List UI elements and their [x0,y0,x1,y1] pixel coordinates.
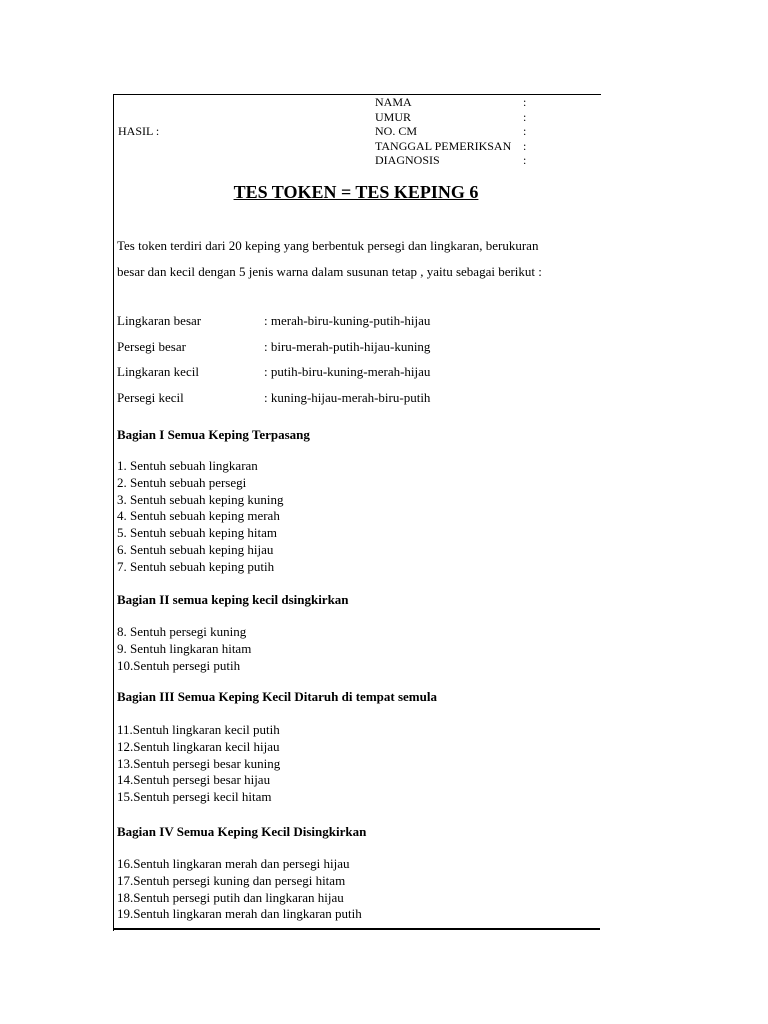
definition-row [117,308,430,334]
definition-row [117,385,430,411]
definition-value: : putih-biru-kuning-merah-hijau [264,364,431,379]
field-colon: : [523,95,527,109]
field-label: NAMA [375,95,412,109]
definition-term: Lingkaran kecil [117,364,199,379]
list-item: 18.Sentuh persegi putih dan lingkaran hijau [117,889,344,905]
field-colon: : [523,124,527,138]
definition-value: : merah-biru-kuning-putih-hijau [264,313,431,328]
field-row-nama [375,95,533,110]
instruction-list [117,458,283,576]
list-item: 14.Sentuh persegi besar hijau [117,772,271,788]
hasil-label: HASIL : [118,124,160,138]
section-heading: Bagian II semua keping kecil dsingkirkan [117,592,349,607]
page-bottom-rule [113,928,600,930]
list-item: 5. Sentuh sebuah keping hitam [117,525,277,541]
list-item: 3. Sentuh sebuah keping kuning [117,491,284,507]
definition-term: Persegi kecil [117,389,184,405]
list-item: 1. Sentuh sebuah lingkaran [117,458,258,473]
list-item: 12.Sentuh lingkaran kecil hijau [117,738,280,754]
section-heading: Bagian IV Semua Keping Kecil Disingkirkan [117,824,367,839]
list-item: 6. Sentuh sebuah keping hijau [117,541,274,557]
field-colon: : [523,138,527,153]
field-row-tanggal-pemeriksan [375,139,533,154]
field-colon: : [523,109,527,124]
section-heading: Bagian I Semua Keping Terpasang [117,427,310,442]
field-row-diagnosis [375,153,533,168]
list-item: 2. Sentuh sebuah persegi [117,474,247,490]
field-label: UMUR [375,109,412,124]
instruction-list [117,624,251,674]
list-item: 11.Sentuh lingkaran kecil putih [117,722,280,737]
intro-paragraph [117,233,605,285]
field-label: DIAGNOSIS [375,153,440,167]
definition-value: : biru-merah-putih-hijau-kuning [264,338,431,354]
list-item: 13.Sentuh persegi besar kuning [117,755,281,771]
document-title: TES TOKEN = TES KEPING 6 [233,182,479,202]
list-item: 19.Sentuh lingkaran merah dan lingkaran putih [117,906,362,922]
list-item: 16.Sentuh lingkaran merah dan persegi hijau [117,856,350,871]
definition-row [117,334,430,360]
field-row-umur [375,110,533,125]
definition-term: Lingkaran besar [117,313,202,328]
instruction-list [117,856,362,923]
definition-term: Persegi besar [117,338,186,354]
definition-row [117,359,430,385]
list-item: 8. Sentuh persegi kuning [117,624,247,639]
patient-identity-fields [375,95,533,168]
field-label: TANGGAL PEMERIKSAN [375,138,512,153]
definition-value: : kuning-hijau-merah-biru-putih [264,389,431,405]
list-item: 10.Sentuh persegi putih [117,657,241,673]
field-label: NO. CM [375,124,418,138]
list-item: 9. Sentuh lingkaran hitam [117,640,252,656]
intro-line: besar dan kecil dengan 5 jenis warna dalam susunan tetap , yaitu sebagai berikut : [117,264,542,279]
list-item: 4. Sentuh sebuah keping merah [117,508,280,524]
list-item: 7. Sentuh sebuah keping putih [117,558,275,574]
section-heading: Bagian III Semua Keping Kecil Ditaruh di tempat semula [117,689,437,704]
instruction-list [117,722,280,806]
field-colon: : [523,153,527,167]
field-row-no-cm [375,124,533,139]
list-item: 17.Sentuh persegi kuning dan persegi hitam [117,872,346,888]
token-arrangement-list [117,308,430,410]
intro-line: Tes token terdiri dari 20 keping yang berbentuk persegi dan lingkaran, berukuran [117,238,539,253]
list-item: 15.Sentuh persegi kecil hitam [117,789,272,805]
